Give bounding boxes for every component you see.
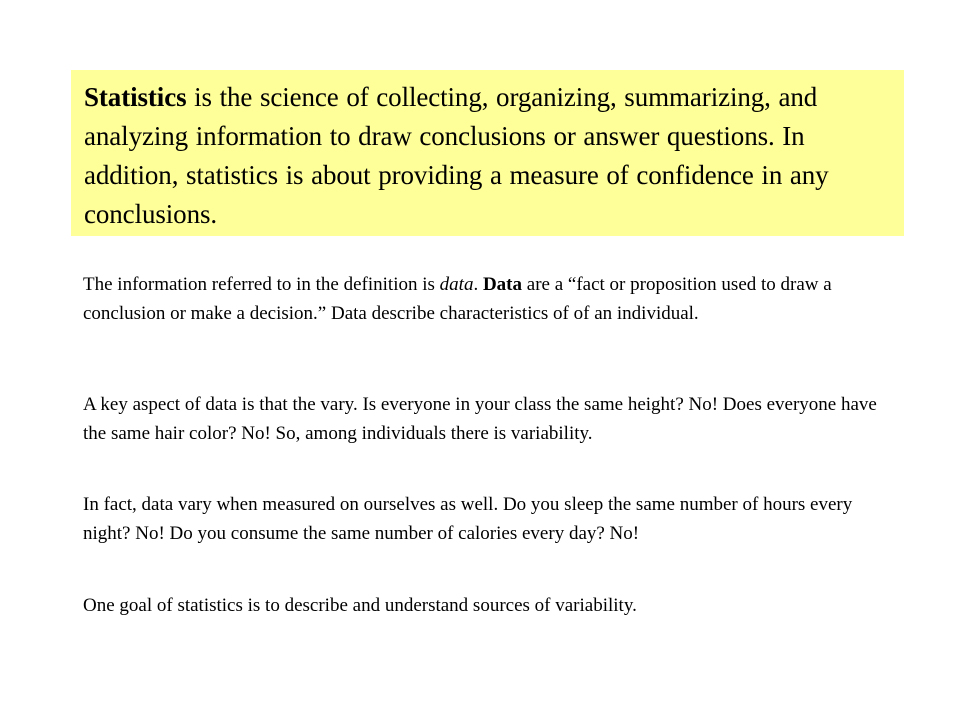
data-explanation-paragraph: [83, 271, 893, 328]
paragraph1-text-b: .: [473, 274, 483, 295]
paragraph1-bold-data: Data: [482, 274, 523, 295]
definition-text: [84, 78, 892, 234]
paragraph1-text-a: The information referred to in the definition is: [83, 274, 440, 295]
definition-box: [71, 70, 904, 236]
variability-paragraph: A key aspect of data is that the vary. Is everyone in your class the same height? No! Does everyone have the same hair color? No! So, among individuals there is variability.: [83, 394, 877, 444]
self-variability-paragraph: In fact, data vary when measured on ourselves as well. Do you sleep the same number of hours every night? No! Do you consume the same number of calories every day? No!: [83, 494, 853, 544]
paragraph1-text-c: are a “fact or proposition used to draw a conclusion or make a decision.” Data describe characteristics of of an individual.: [83, 274, 832, 324]
definition-body: is the science of collecting, organizing, summarizing, and analyzing information to draw conclusions or answer questions. In addition, statistics is about providing a measure of confidence in any conclusions.: [84, 82, 829, 229]
paragraph1-italic-data: data: [439, 274, 474, 295]
definition-term: Statistics: [84, 82, 187, 112]
goal-paragraph: One goal of statistics is to describe and understand sources of variability.: [83, 595, 637, 616]
